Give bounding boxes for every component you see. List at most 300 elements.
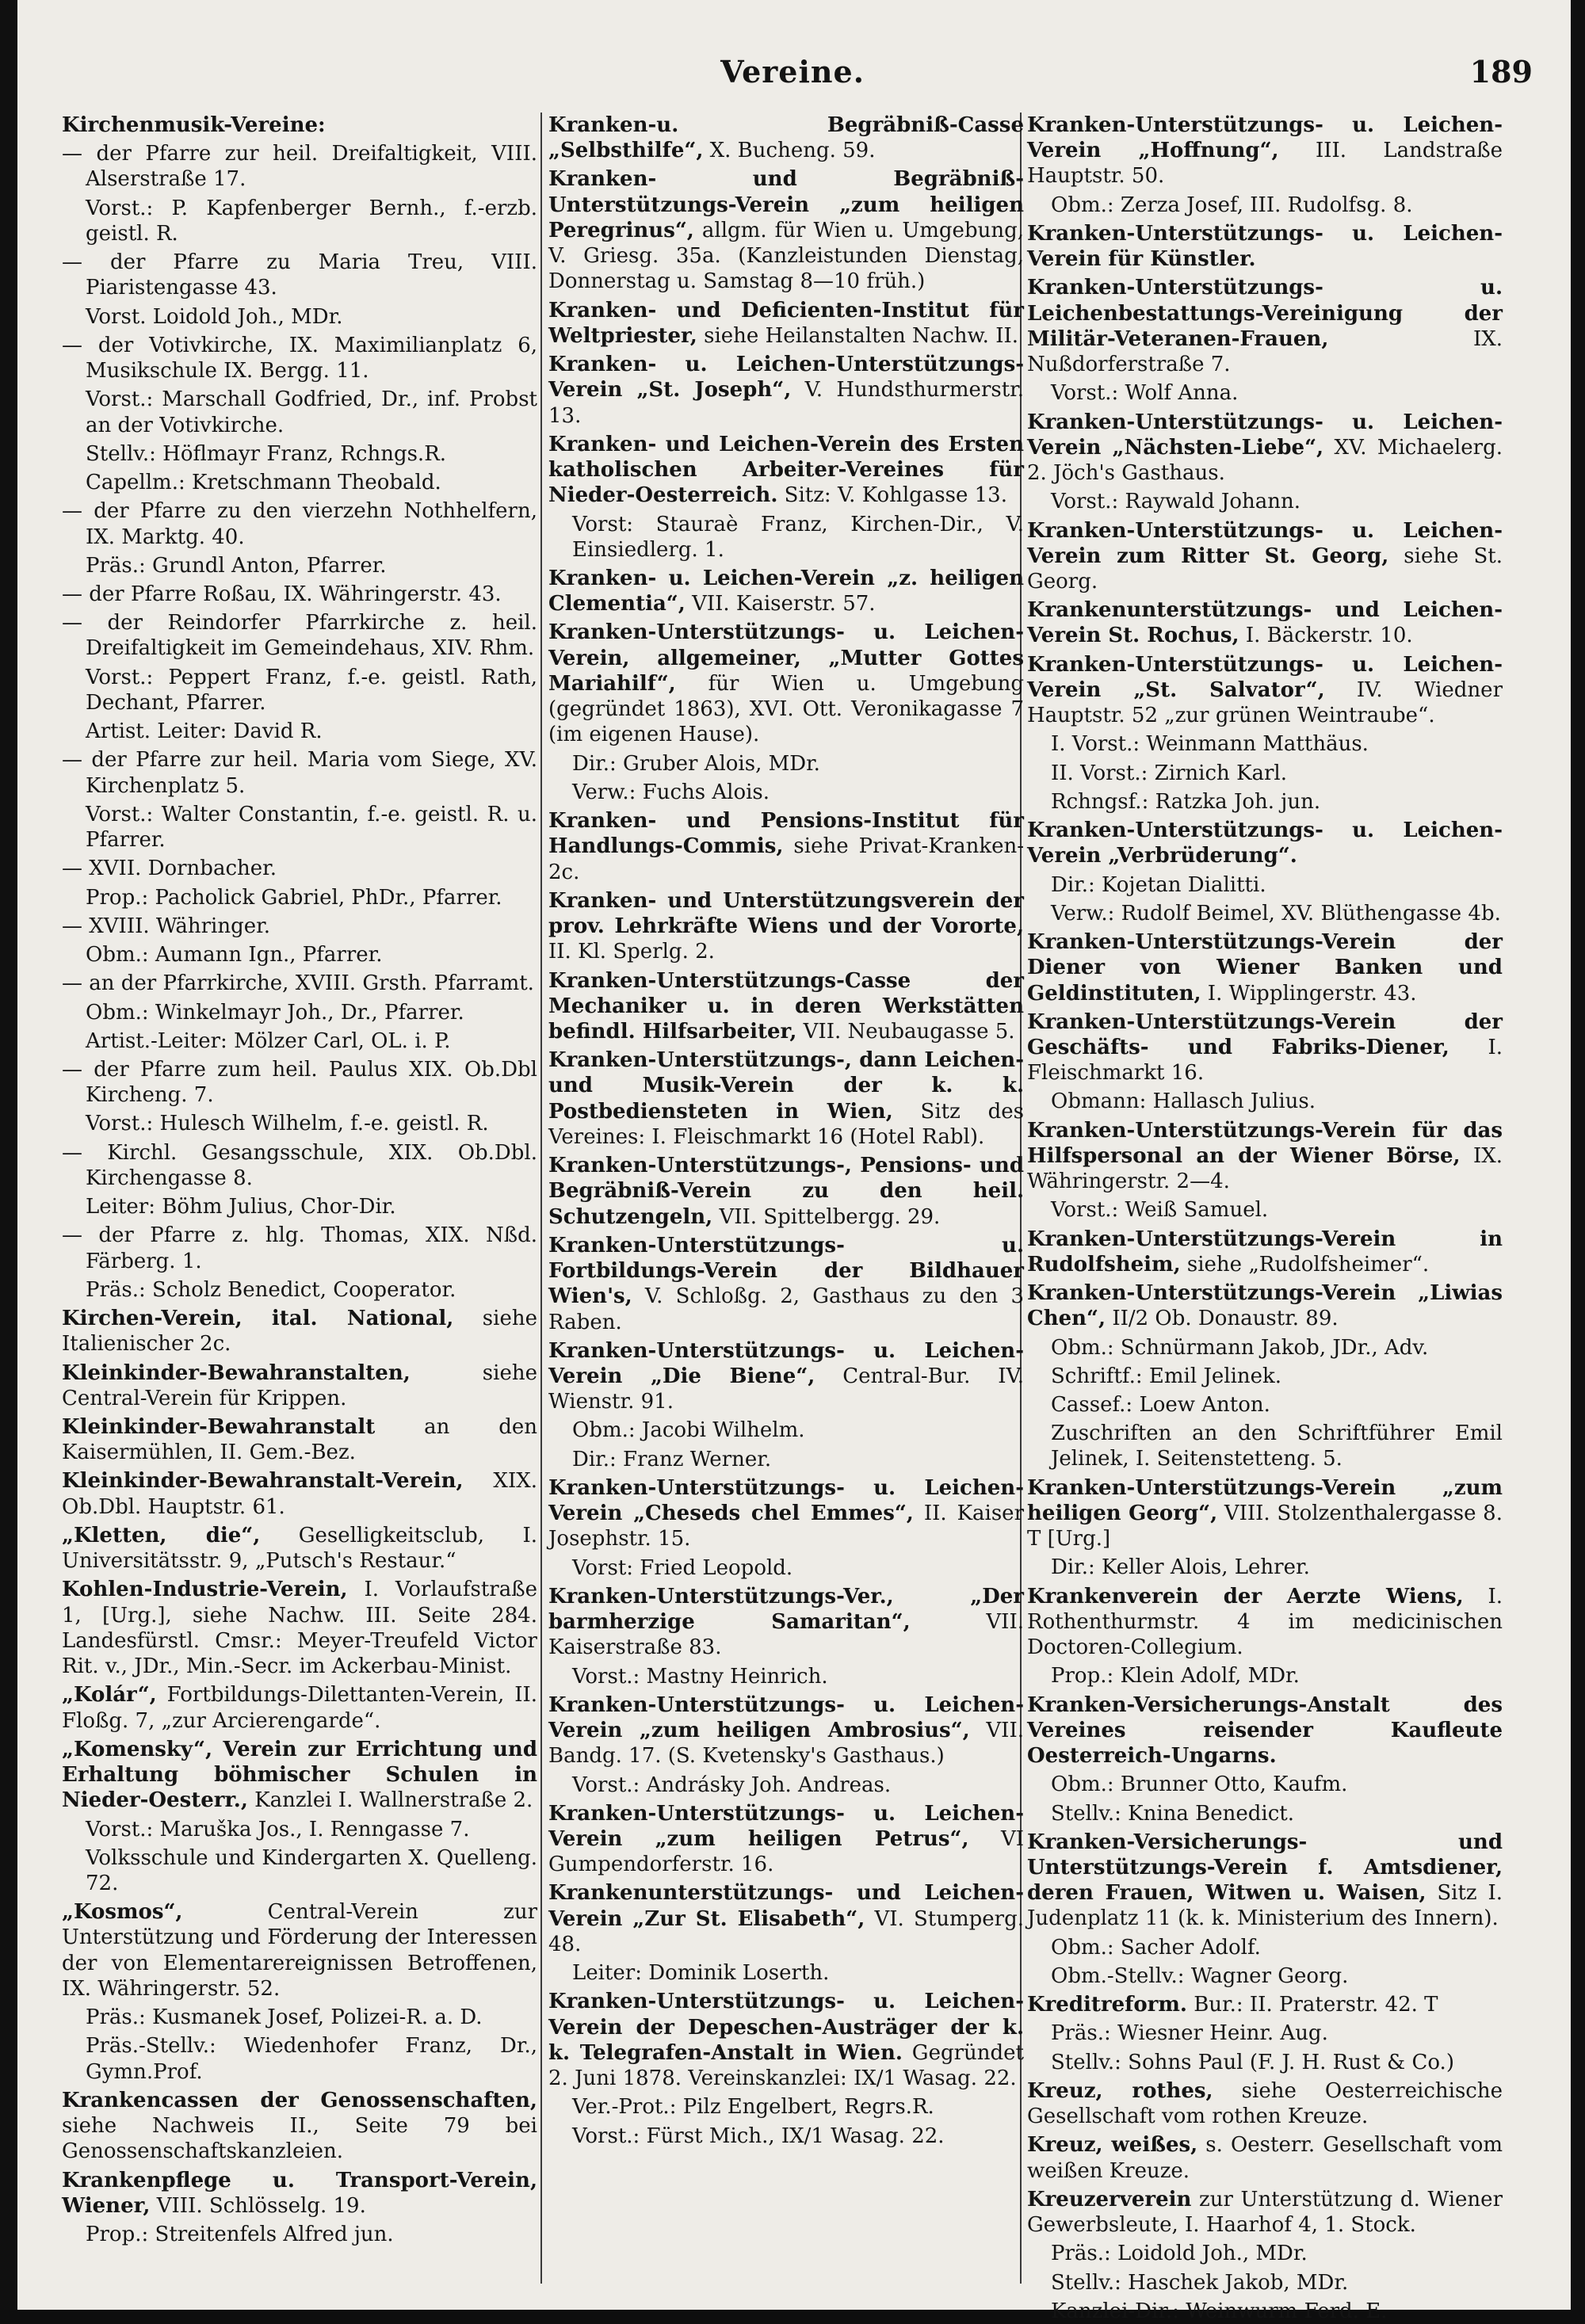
- entry-details: Sitz des Vereines: I. Fleischmarkt 16 (Hotel Rabl).: [548, 1099, 1024, 1149]
- entry-heading: Kirchen-Verein, ital. National,: [62, 1307, 454, 1331]
- entry-text: — XVIII. Währinger.: [62, 914, 270, 938]
- directory-entry: [62, 802, 537, 853]
- entry-details: VIII. Stolzenthalergasse 8. T [Urg.]: [1027, 1501, 1503, 1551]
- entry-heading: „Kosmos“,: [62, 1900, 183, 1925]
- directory-entry: [62, 304, 537, 330]
- entry-details: an den Kaisermühlen, II. Gem.-Bez.: [62, 1415, 537, 1465]
- directory-entry: [1027, 1772, 1503, 1797]
- entry-heading: Krankencassen der Genossenschaften,: [62, 2088, 537, 2112]
- directory-entry: [62, 914, 537, 939]
- entry-heading: Kreuz, rothes,: [1027, 2078, 1213, 2103]
- entry-text: Obm.: Winkelmayr Joh., Dr., Pfarrer.: [86, 1000, 464, 1025]
- directory-entry: [62, 942, 537, 967]
- entry-details: Gegründet 2. Juni 1878. Vereinskanzlei: IX/1 Wasag. 22.: [548, 2040, 1025, 2091]
- directory-entry: [62, 885, 537, 910]
- entry-details: IV. Wiedner Hauptstr. 52 „zur grünen Weintraube“.: [1027, 677, 1503, 728]
- entry-text: Ver.-Prot.: Pilz Engelbert, Regrs.R.: [572, 2095, 934, 2120]
- directory-entry: [548, 298, 1024, 349]
- entry-heading: Kranken- und Pensions-Institut für Handlungs-Commis,: [548, 809, 1024, 859]
- directory-entry: [548, 1555, 1024, 1581]
- directory-entry: [1027, 2241, 1503, 2266]
- entry-heading: Kleinkinder-Bewahranstalt: [62, 1415, 376, 1440]
- entry-text: Dir.: Keller Alois, Lehrer.: [1051, 1555, 1310, 1580]
- entry-text: Stellv.: Knina Benedict.: [1051, 1801, 1295, 1826]
- column-2: [548, 113, 1024, 2284]
- entry-heading: Kreditreform.: [1027, 1993, 1187, 2017]
- entry-heading: Kranken-Unterstützungs- u. Leichen-Verein „Die Biene“,: [548, 1338, 1024, 1389]
- entry-text: — der Pfarre zur heil. Maria vom Siege, XV. Kirchenplatz 5.: [62, 748, 537, 798]
- directory-entry: [62, 971, 537, 996]
- directory-entry: [62, 719, 537, 744]
- entry-text: Dir.: Gruber Alois, MDr.: [572, 751, 820, 776]
- entry-text: Obm.: Aumann Ign., Pfarrer.: [86, 943, 383, 967]
- entry-text: Prop.: Streitenfels Alfred jun.: [86, 2223, 394, 2247]
- entry-details: III. Landstraße Hauptstr. 50.: [1027, 139, 1503, 189]
- entry-heading: „Komensky“, Verein zur Errichtung und Erhaltung böhmischer Schulen in Nieder-Oesterr.,: [62, 1737, 537, 1813]
- entry-text: Präs.: Kusmanek Josef, Polizei-R. a. D.: [86, 2005, 483, 2030]
- entry-text: Zuschriften an den Schriftführer Emil Jelinek, I. Seitenstetteng. 5.: [1051, 1421, 1503, 1471]
- directory-entry: [62, 250, 537, 300]
- entry-heading: Kranken-Unterstützungs- u. Fortbildungs-Verein der Bildhauer Wien's,: [548, 1233, 1024, 1309]
- directory-entry: [548, 968, 1024, 1045]
- directory-entry: [62, 1111, 537, 1136]
- directory-entry: [62, 1899, 537, 2002]
- entry-heading: Kranken-Versicherungs-Anstalt des Vereines reisender Kaufleute Oesterreich-Ungarns.: [1027, 1692, 1503, 1769]
- entry-heading: „Kolár“,: [62, 1683, 157, 1708]
- entry-heading: Kirchenmusik-Vereine:: [62, 113, 326, 137]
- entry-details: Sitz I. Judenplatz 11 (k. k. Ministerium des Innern).: [1027, 1881, 1503, 1931]
- entry-text: Verw.: Fuchs Alois.: [572, 780, 770, 804]
- entry-heading: Kranken- u. Leichen-Verein „z. heiligen Clementia“,: [548, 566, 1024, 616]
- directory-entry: [548, 1773, 1024, 1798]
- directory-entry: [548, 1584, 1024, 1661]
- directory-entry: [548, 1233, 1024, 1335]
- entry-text: — der Votivkirche, IX. Maximilianplatz 6, Musikschule IX. Bergg. 11.: [62, 333, 537, 384]
- directory-entry: [62, 113, 537, 138]
- entry-heading: Krankenunterstützungs- und Leichen-Verein „Zur St. Elisabeth“,: [548, 1881, 1024, 1931]
- directory-entry: [1027, 1227, 1503, 1277]
- entry-details: Central-Verein zur Unterstützung und Förderung der Interessen der von Elementarereignissen Betroffenen, IX. Währingerstr. 52.: [62, 1900, 537, 2001]
- entry-text: Vorst.: Mastny Heinrich.: [572, 1664, 828, 1689]
- entry-heading: Kranken-Unterstützungs- u. Leichen-Verein „Nächsten-Liebe“,: [1027, 410, 1503, 460]
- entry-text: Volksschule und Kindergarten X. Quelleng. 72.: [86, 1845, 537, 1895]
- entry-text: Obm.: Sacher Adolf.: [1051, 1935, 1261, 1960]
- directory-entry: [62, 1194, 537, 1219]
- entry-heading: Kranken-Unterstützungs- u. Leichen-Verein „Cheseds chel Emmes“,: [548, 1475, 1024, 1526]
- entry-text: Leiter: Dominik Loserth.: [572, 1961, 830, 1986]
- directory-entry: [1027, 1584, 1503, 1661]
- entry-details: zur Unterstützung d. Wiener Gewerbsleute, I. Haarhof 4, 1. Stock.: [1027, 2187, 1503, 2238]
- directory-entry: [62, 610, 537, 661]
- entry-heading: Kranken-Unterstützungs-Verein in Rudolfsheim,: [1027, 1227, 1503, 1276]
- column-1: [62, 113, 537, 2284]
- directory-entry: [1027, 1335, 1503, 1360]
- entry-text: Präs.: Scholz Benedict, Cooperator.: [86, 1277, 456, 1302]
- directory-entry: [548, 512, 1024, 563]
- entry-heading: Kranken-Unterstützungs- u. Leichen-Verein zum Ritter St. Georg,: [1027, 518, 1503, 568]
- entry-text: Schriftf.: Emil Jelinek.: [1051, 1364, 1282, 1388]
- entry-details: siehe Heilanstalten Nachw. II.: [697, 323, 1019, 348]
- entry-details: VII. Neubaugasse 5.: [796, 1019, 1015, 1044]
- entry-details: siehe „Rudolfsheimer“.: [1180, 1252, 1430, 1276]
- directory-entry: [62, 1817, 537, 1842]
- entry-heading: Kranken-u. Begräbniß-Casse „Selbsthilfe“,: [548, 113, 1024, 163]
- directory-entry: [62, 1306, 537, 1357]
- directory-entry: [1027, 1475, 1503, 1552]
- entry-text: — Kirchl. Gesangsschule, XIX. Ob.Dbl. Kirchengasse 8.: [62, 1140, 537, 1190]
- entry-details: Kanzlei I. Wallnerstraße 2.: [247, 1788, 533, 1813]
- entry-heading: Kleinkinder-Bewahranstalt-Verein,: [62, 1469, 464, 1494]
- entry-details: II/2 Ob. Donaustr. 89.: [1106, 1307, 1339, 1331]
- entry-heading: Kreuz, weißes,: [1027, 2133, 1198, 2158]
- directory-entry: [548, 2124, 1024, 2149]
- directory-entry: [62, 1140, 537, 1191]
- entry-heading: Kranken-Unterstützungs-, Pensions- und Begräbniß-Verein zu den heil. Schutzengeln,: [548, 1154, 1024, 1229]
- entry-details: Geselligkeitsclub, I. Universitätsstr. 9, „Putsch's Restaur.“: [62, 1523, 537, 1574]
- entry-heading: Kranken-Unterstützungs- u. Leichen-Verein „Hoffnung“,: [1027, 113, 1503, 163]
- directory-entry: [1027, 1801, 1503, 1826]
- entry-text: — der Pfarre zum heil. Paulus XIX. Ob.Dbl Kircheng. 7.: [62, 1057, 537, 1108]
- entry-heading: Krankenpflege u. Transport-Verein, Wiener,: [62, 2168, 537, 2218]
- directory-entry: [1027, 1089, 1503, 1114]
- entry-heading: Kranken- u. Leichen-Unterstützungs-Verein „St. Joseph“,: [548, 353, 1024, 403]
- entry-heading: Krankenunterstützungs- und Leichen-Verein St. Rochus,: [1027, 598, 1503, 648]
- entry-details: allgm. für Wien u. Umgebung, V. Griesg. 35a. (Kanzleistunden Dienstag, Donnerstag u. Samstag 8—10 früh.): [548, 218, 1024, 294]
- directory-entry: [62, 747, 537, 798]
- directory-entry: [1027, 518, 1503, 595]
- entry-details: VII. Spittelbergg. 29.: [712, 1204, 941, 1229]
- entry-text: Capellm.: Kretschmann Theobald.: [86, 471, 441, 495]
- entry-text: Vorst: Fried Leopold.: [572, 1555, 793, 1580]
- entry-text: — der Pfarre Roßau, IX. Währingerstr. 43.: [62, 582, 502, 606]
- entry-text: Obm.: Zerza Josef, III. Rudolfsg. 8.: [1051, 193, 1413, 217]
- entry-text: — der Pfarre zu den vierzehn Nothhelfern, IX. Marktg. 40.: [62, 499, 537, 549]
- directory-entry: [548, 1418, 1024, 1443]
- directory-entry: [1027, 1830, 1503, 1932]
- directory-entry: [548, 1880, 1024, 1957]
- directory-entry: [1027, 1963, 1503, 1989]
- directory-entry: [62, 387, 537, 437]
- entry-text: Obm.-Stellv.: Wagner Georg.: [1051, 1963, 1349, 1988]
- directory-entry: [62, 333, 537, 384]
- entry-text: Stellv.: Höflmayr Franz, Rchngs.R.: [86, 441, 447, 466]
- entry-text: Vorst.: Walter Constantin, f.-e. geistl. R. u. Pfarrer.: [86, 802, 537, 853]
- entry-heading: Kranken-Unterstützungs-Verein der Diener von Wiener Banken und Geldinstituten,: [1027, 930, 1503, 1006]
- entry-details: I. Bäckerstr. 10.: [1239, 624, 1413, 648]
- entry-text: Verw.: Rudolf Beimel, XV. Blüthengasse 4b.: [1051, 901, 1501, 925]
- entry-text: — XVII. Dornbacher.: [62, 857, 277, 881]
- entry-details: VIII. Schlösselg. 19.: [150, 2193, 366, 2218]
- directory-entry: [62, 1682, 537, 1733]
- entry-heading: Kranken- und Unterstützungsverein der prov. Lehrkräfte Wiens und der Vororte,: [548, 888, 1024, 939]
- entry-details: V. Schloßg. 2, Gasthaus zu den 3 Raben.: [548, 1284, 1024, 1334]
- entry-details: I. Rothenthurmstr. 4 im medicinischen Doctoren-Collegium.: [1027, 1584, 1503, 1660]
- directory-entry: [62, 141, 537, 192]
- entry-heading: Kranken-Unterstützungs-Verein „Liwias Chen“,: [1027, 1281, 1503, 1331]
- entry-details: V. Hundsthurmerstr. 13.: [548, 378, 1024, 428]
- directory-entry: [1027, 2299, 1503, 2324]
- entry-text: — der Pfarre zu Maria Treu, VIII. Piaristengasse 43.: [62, 250, 537, 300]
- entry-heading: Kranken-Unterstützungs- u. Leichen-Verein, allgemeiner, „Mutter Gottes Mariahilf“,: [548, 620, 1024, 696]
- entry-details: siehe St. Georg.: [1027, 544, 1503, 593]
- directory-entry: [62, 2168, 537, 2219]
- directory-entry: [1027, 1280, 1503, 1331]
- directory-entry: [1027, 193, 1503, 218]
- entry-text: Obmann: Hallasch Julius.: [1051, 1089, 1316, 1114]
- entry-details: I. Wipplingerstr. 43.: [1201, 981, 1417, 1006]
- entry-details: X. Bucheng. 59.: [703, 139, 876, 163]
- directory-entry: [62, 1277, 537, 1303]
- entry-text: Vorst.: P. Kapfenberger Bernh., f.-erzb. geistl. R.: [86, 196, 537, 246]
- directory-entry: [1027, 2078, 1503, 2129]
- directory-entry: [62, 582, 537, 607]
- directory-entry: [548, 620, 1024, 747]
- directory-entry: [62, 498, 537, 549]
- directory-entry: [548, 1989, 1024, 2091]
- entry-text: Vorst.: Andrásky Joh. Andreas.: [572, 1773, 892, 1797]
- directory-entry: [1027, 380, 1503, 406]
- entry-text: — der Pfarre zur heil. Dreifaltigkeit, VIII. Alserstraße 17.: [62, 142, 537, 192]
- entry-text: Prop.: Pacholick Gabriel, PhDr., Pfarrer.: [86, 885, 502, 910]
- directory-entry: [548, 2094, 1024, 2120]
- directory-entry: [548, 352, 1024, 429]
- entry-heading: Kranken-Unterstützungs-Verein „zum heiligen Georg“,: [1027, 1475, 1503, 1525]
- entry-text: Obm.: Jacobi Wilhelm.: [572, 1418, 805, 1443]
- directory-entry: [1027, 789, 1503, 815]
- entry-text: Präs.: Wiesner Heinr. Aug.: [1051, 2021, 1328, 2046]
- entry-details: VI. Stumperg. 48.: [548, 1906, 1024, 1956]
- entry-details: siehe Nachweis II., Seite 79 bei Genossenschaftskanzleien.: [62, 2114, 537, 2164]
- entry-heading: Kranken-Unterstützungs- u. Leichen-Verein der Depeschen-Austräger der k. k. Telegrafen-Anstalt in Wien.: [548, 1990, 1024, 2065]
- entry-text: Vorst.: Maruška Jos., I. Renngasse 7.: [86, 1817, 470, 1841]
- entry-heading: Kranken-Unterstützungs-Ver., „Der barmherzige Samaritan“,: [548, 1584, 1024, 1635]
- directory-entry: [548, 1801, 1024, 1878]
- entry-details: II. Kaiser Josephstr. 15.: [548, 1502, 1025, 1551]
- entry-details: VII. Kaiserstraße 83.: [548, 1610, 1024, 1660]
- directory-entry: [1027, 489, 1503, 514]
- directory-entry: [1027, 731, 1503, 757]
- entry-text: Vorst.: Wolf Anna.: [1051, 381, 1239, 406]
- entry-text: Vorst.: Peppert Franz, f.-e. geistl. Rath, Dechant, Pfarrer.: [86, 665, 537, 715]
- entry-heading: Kranken-Versicherungs- und Unterstützungs-Verein f. Amtsdiener, deren Frauen, Witwen u. Waisen,: [1027, 1830, 1503, 1906]
- entry-text: Vorst.: Weiß Samuel.: [1051, 1198, 1269, 1223]
- entry-text: Prop.: Klein Adolf, MDr.: [1051, 1664, 1300, 1689]
- directory-entry: [548, 1153, 1024, 1230]
- entry-text: I. Vorst.: Weinmann Matthäus.: [1051, 732, 1369, 757]
- directory-entry: [62, 2033, 537, 2084]
- directory-entry: [1027, 872, 1503, 898]
- entry-details: siehe Oesterreichische Gesellschaft vom rothen Kreuze.: [1027, 2078, 1503, 2129]
- entry-text: Vorst.: Fürst Mich., IX/1 Wasag. 22.: [572, 2124, 945, 2148]
- entry-details: II. Kl. Sperlg. 2.: [548, 940, 715, 964]
- directory-entry: [62, 1577, 537, 1679]
- directory-entry: [1027, 761, 1503, 786]
- entry-details: VII. Kaiserstr. 57.: [685, 592, 876, 616]
- entry-heading: Kranken-Unterstützungs- u. Leichenbestattungs-Vereinigung der Militär-Veteranen-Frauen,: [1027, 276, 1503, 351]
- entry-details: siehe Italienischer 2c.: [62, 1307, 537, 1357]
- entry-heading: Kranken-Unterstützungs- u. Leichen-Verein „St. Salvator“,: [1027, 652, 1503, 702]
- entry-text: Präs.-Stellv.: Wiedenhofer Franz, Dr., Gymn.Prof.: [86, 2034, 537, 2084]
- directory-entry: [1027, 597, 1503, 648]
- directory-entry: [1027, 1663, 1503, 1689]
- entry-heading: „Kletten, die“,: [62, 1523, 261, 1547]
- entry-text: Stellv.: Haschek Jakob, MDr.: [1051, 2270, 1349, 2295]
- directory-entry: [1027, 275, 1503, 377]
- entry-heading: Kranken-Unterstützungs-Verein der Geschäfts- und Fabriks-Diener,: [1027, 1009, 1503, 1059]
- entry-text: Vorst.: Raywald Johann.: [1051, 490, 1300, 514]
- entry-heading: Kranken-Unterstützungs-, dann Leichen- und Musik-Verein der k. k. Postbediensteten in Wien,: [548, 1048, 1024, 1124]
- scan-border-left: [0, 0, 17, 2310]
- entry-text: Präs.: Loidold Joh., MDr.: [1051, 2242, 1308, 2266]
- directory-entry: [1027, 1197, 1503, 1223]
- directory-entry: [62, 856, 537, 881]
- entry-details: XIX. Ob.Dbl. Hauptstr. 61.: [62, 1469, 537, 1519]
- directory-entry: [548, 888, 1024, 965]
- directory-entry: [1027, 1555, 1503, 1580]
- entry-text: Dir.: Kojetan Dialitti.: [1051, 872, 1266, 897]
- directory-entry: [62, 1000, 537, 1025]
- entry-text: Obm.: Brunner Otto, Kaufm.: [1051, 1773, 1348, 1797]
- entry-text: Stellv.: Sohns Paul (F. J. H. Rust & Co.): [1051, 2050, 1454, 2074]
- directory-entry: [1027, 929, 1503, 1006]
- directory-entry: [548, 1960, 1024, 1986]
- directory-entry: [62, 665, 537, 716]
- entry-text: Dir.: Franz Werner.: [572, 1447, 772, 1471]
- column-3: [1027, 113, 1503, 2323]
- entry-heading: Kranken-Unterstützungs- u. Leichen-Verein für Künstler.: [1027, 221, 1503, 272]
- directory-entry: [1027, 2132, 1503, 2183]
- scan-border-right: [1571, 0, 1585, 2310]
- entry-text: Vorst.: Hulesch Wilhelm, f.-e. geistl. R.: [86, 1112, 489, 1136]
- entry-details: s. Oesterr. Gesellschaft vom weißen Kreuze.: [1027, 2133, 1503, 2183]
- directory-entry: [548, 808, 1024, 885]
- entry-heading: Kranken-Unterstützungs- u. Leichen-Verein „zum heiligen Ambrosius“,: [548, 1692, 1024, 1743]
- directory-entry: [548, 1664, 1024, 1689]
- entry-heading: Krankenverein der Aerzte Wiens,: [1027, 1584, 1464, 1608]
- entry-text: — an der Pfarrkirche, XVIII. Grsth. Pfarramt.: [62, 971, 534, 996]
- directory-entry: [1027, 652, 1503, 729]
- directory-entry: [548, 780, 1024, 805]
- entry-text: — der Pfarre z. hlg. Thomas, XIX. Nßd. Färberg. 1.: [62, 1223, 537, 1273]
- directory-entry: [548, 1048, 1024, 1150]
- entry-text: Leiter: Böhm Julius, Chor-Dir.: [86, 1195, 396, 1219]
- entry-details: IX. Nußdorferstraße 7.: [1027, 326, 1503, 377]
- directory-entry: [62, 2088, 537, 2165]
- directory-entry: [548, 566, 1024, 616]
- entry-text: Vorst: Stauraè Franz, Kirchen-Dir., V. Einsiedlerg. 1.: [572, 512, 1024, 562]
- entry-text: — der Reindorfer Pfarrkirche z. heil. Dreifaltigkeit im Gemeindehaus, XIV. Rhm.: [62, 611, 537, 661]
- directory-entry: [62, 1468, 537, 1519]
- entry-heading: Kranken- und Deficienten-Institut für Weltpriester,: [548, 298, 1024, 348]
- entry-text: Präs.: Grundl Anton, Pfarrer.: [86, 553, 387, 578]
- entry-details: Bur.: II. Praterstr. 42. T: [1186, 1993, 1438, 2017]
- directory-entry: [62, 196, 537, 246]
- entry-details: Fortbildungs-Dilettanten-Verein, II. Floßg. 7, „zur Arcierengarde“.: [62, 1683, 537, 1733]
- directory-entry: [62, 1414, 537, 1465]
- directory-entry: [1027, 818, 1503, 868]
- entry-heading: Kleinkinder-Bewahranstalten,: [62, 1360, 411, 1385]
- entry-text: Artist.-Leiter: Mölzer Carl, OL. i. P.: [86, 1028, 451, 1053]
- entry-details: siehe Central-Verein für Krippen.: [62, 1360, 537, 1410]
- page-header: [48, 48, 1537, 111]
- entry-text: Vorst. Loidold Joh., MDr.: [86, 304, 343, 329]
- directory-entry: [1027, 901, 1503, 926]
- directory-entry: [62, 1845, 537, 1896]
- directory-entry: [1027, 2050, 1503, 2075]
- directory-entry: [548, 1338, 1024, 1415]
- directory-entry: [1027, 113, 1503, 189]
- entry-heading: Kranken-Unterstützungs- u. Leichen-Verein „zum heiligen Petrus“,: [548, 1801, 1024, 1851]
- entry-details: siehe Privat-Kranken- 2c.: [548, 834, 1024, 884]
- directory-entry: [62, 553, 537, 578]
- page-title: Vereine.: [720, 54, 865, 90]
- directory-entry: [1027, 221, 1503, 272]
- entry-heading: Kranken-Unterstützungs-Verein für das Hilfspersonal an der Wiener Börse,: [1027, 1118, 1503, 1168]
- entry-details: XV. Michaelerg. 2. Jöch's Gasthaus.: [1027, 435, 1503, 486]
- directory-entry: [62, 1028, 537, 1054]
- entry-text: Kanzlei-Dir.: Weinwurm Ferd. E.: [1051, 2299, 1388, 2323]
- directory-entry: [548, 1447, 1024, 1472]
- entry-heading: Kreuzerverein: [1027, 2187, 1192, 2211]
- directory-entry: [548, 1475, 1024, 1552]
- column-divider-1: [540, 113, 542, 2284]
- directory-entry: [1027, 1692, 1503, 1769]
- entry-text: Cassef.: Loew Anton.: [1051, 1393, 1270, 1418]
- entry-text: II. Vorst.: Zirnich Karl.: [1051, 761, 1287, 785]
- entry-details: IX. Währingerstr. 2—4.: [1027, 1143, 1503, 1194]
- entry-text: Artist. Leiter: David R.: [86, 719, 323, 744]
- entry-text: Rchngsf.: Ratzka Joh. jun.: [1051, 789, 1321, 814]
- directory-entry: [62, 1057, 537, 1108]
- directory-entry: [1027, 410, 1503, 487]
- directory-entry: [62, 1737, 537, 1814]
- directory-entry: [62, 470, 537, 495]
- directory-entry: [1027, 1118, 1503, 1195]
- directory-entry: [548, 166, 1024, 294]
- directory-entry: [1027, 1992, 1503, 2017]
- directory-entry: [1027, 1392, 1503, 1418]
- directory-entry: [1027, 2187, 1503, 2238]
- directory-entry: [62, 1360, 537, 1411]
- entry-heading: Kohlen-Industrie-Verein,: [62, 1578, 348, 1602]
- directory-entry: [62, 1223, 537, 1273]
- directory-entry: [1027, 2021, 1503, 2046]
- entry-details: für Wien u. Umgebung (gegründet 1863), XVI. Ott. Veronikagasse 7 (im eigenen Hause).: [548, 671, 1024, 747]
- entry-heading: Kranken- und Leichen-Verein des Ersten katholischen Arbeiter-Vereines für Nieder-Oesterreich.: [548, 432, 1024, 508]
- entry-text: Vorst.: Marschall Godfried, Dr., inf. Probst an der Votivkirche.: [86, 387, 537, 437]
- directory-entry: [1027, 1935, 1503, 1960]
- entry-text: Obm.: Schnürmann Jakob, JDr., Adv.: [1051, 1335, 1429, 1360]
- entry-details: VII. Bandg. 17. (S. Kvetensky's Gasthaus.): [548, 1719, 1024, 1769]
- entry-details: Sitz: V. Kohlgasse 13.: [777, 483, 1007, 508]
- entry-heading: Kranken-Unterstützungs- u. Leichen-Verein „Verbrüderung“.: [1027, 819, 1503, 868]
- directory-entry: [62, 1523, 537, 1574]
- directory-entry: [1027, 1364, 1503, 1389]
- entry-details: VI Gumpendorferstr. 16.: [548, 1827, 1024, 1877]
- directory-entry: [62, 2005, 537, 2030]
- entry-details: I. Fleischmarkt 16.: [1027, 1035, 1503, 1086]
- directory-entry: [548, 432, 1024, 509]
- directory-entry: [1027, 2270, 1503, 2295]
- entry-details: Central-Bur. IV. Wienstr. 91.: [548, 1364, 1024, 1414]
- entry-heading: Kranken-Unterstützungs-Casse der Mechaniker u. in deren Werkstätten befindl. Hilfsarbeiter,: [548, 968, 1024, 1044]
- directory-entry: [1027, 1421, 1503, 1471]
- directory-entry: [548, 113, 1024, 163]
- page-number: 189: [1469, 54, 1533, 90]
- entry-details: I. Vorlaufstraße 1, [Urg.], siehe Nachw. III. Seite 284. Landesfürstl. Cmsr.: Meyer-Treufeld Victor Rit. v., JDr., Min.-Secr. im Ackerbau-Minist.: [62, 1578, 537, 1679]
- directory-entry: [62, 2222, 537, 2247]
- directory-entry: [1027, 1009, 1503, 1086]
